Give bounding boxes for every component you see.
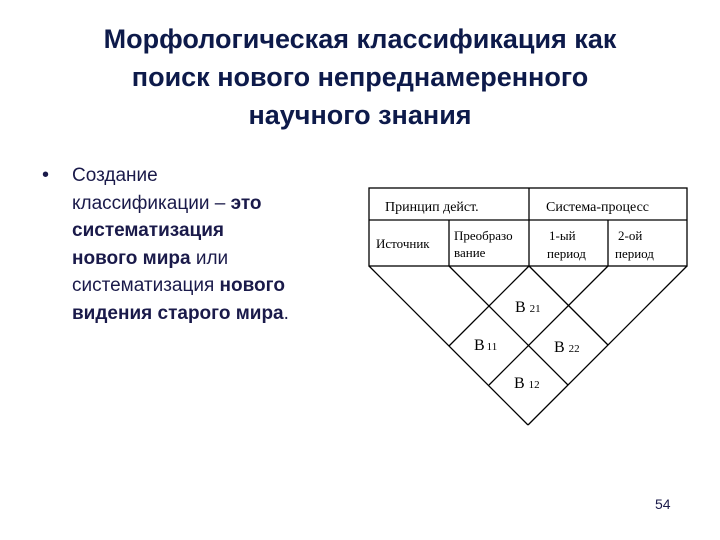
label-b22 — [554, 339, 580, 356]
label-b22-sub: 22 — [568, 343, 580, 355]
label-b11-letter: В — [474, 337, 485, 354]
cell-source-text: Источник — [376, 236, 430, 251]
bullet-seg-bold: видения старого мира — [72, 302, 284, 324]
label-b11-sub: 11 — [486, 341, 498, 353]
cell-transform-text-2: вание — [454, 245, 486, 260]
label-b21-sub: 21 — [529, 303, 541, 315]
bullet-seg: классификации – — [72, 192, 231, 214]
cell-transform-text-1: Преобразо — [454, 228, 513, 243]
page-number: 54 — [655, 496, 671, 512]
cell-period1-text-1: 1-ый — [549, 228, 576, 243]
grid-line — [449, 266, 568, 385]
triangle-left-edge — [369, 266, 528, 425]
bullet-seg: систематизация — [72, 275, 220, 296]
title-line-3: научного знания — [248, 100, 472, 130]
bullet-seg: или — [190, 247, 229, 269]
cell-period2-text-2: период — [615, 246, 654, 261]
grid-line — [486, 266, 608, 385]
label-b11 — [474, 337, 497, 354]
header-left-text: Принцип дейст. — [385, 200, 479, 215]
label-b22-letter: В — [554, 339, 565, 356]
triangle-right-edge — [528, 266, 687, 425]
cell-period2-text-1: 2-ой — [618, 228, 643, 243]
label-b21-letter: В — [515, 299, 526, 316]
label-b12 — [514, 375, 540, 392]
bullet-seg: Создание — [72, 165, 158, 186]
label-b12-sub: 12 — [528, 379, 540, 391]
bullet-marker: • — [42, 164, 50, 186]
bullet-seg: . — [283, 302, 289, 324]
bullet-seg-bold: это — [230, 192, 262, 214]
label-b12-letter: В — [514, 375, 525, 392]
label-b21 — [515, 299, 541, 316]
title-line-2: поиск нового непреднамеренного — [131, 62, 589, 92]
header-right-text: Система-процесс — [546, 200, 649, 215]
bullet-seg-bold: нового мира — [72, 247, 191, 269]
bullet-seg-bold: нового — [219, 275, 285, 296]
cell-period1-text-2: период — [547, 246, 586, 261]
title-line-1: Морфологическая классификация как — [103, 24, 617, 54]
bullet-seg-bold: систематизация — [72, 220, 224, 241]
